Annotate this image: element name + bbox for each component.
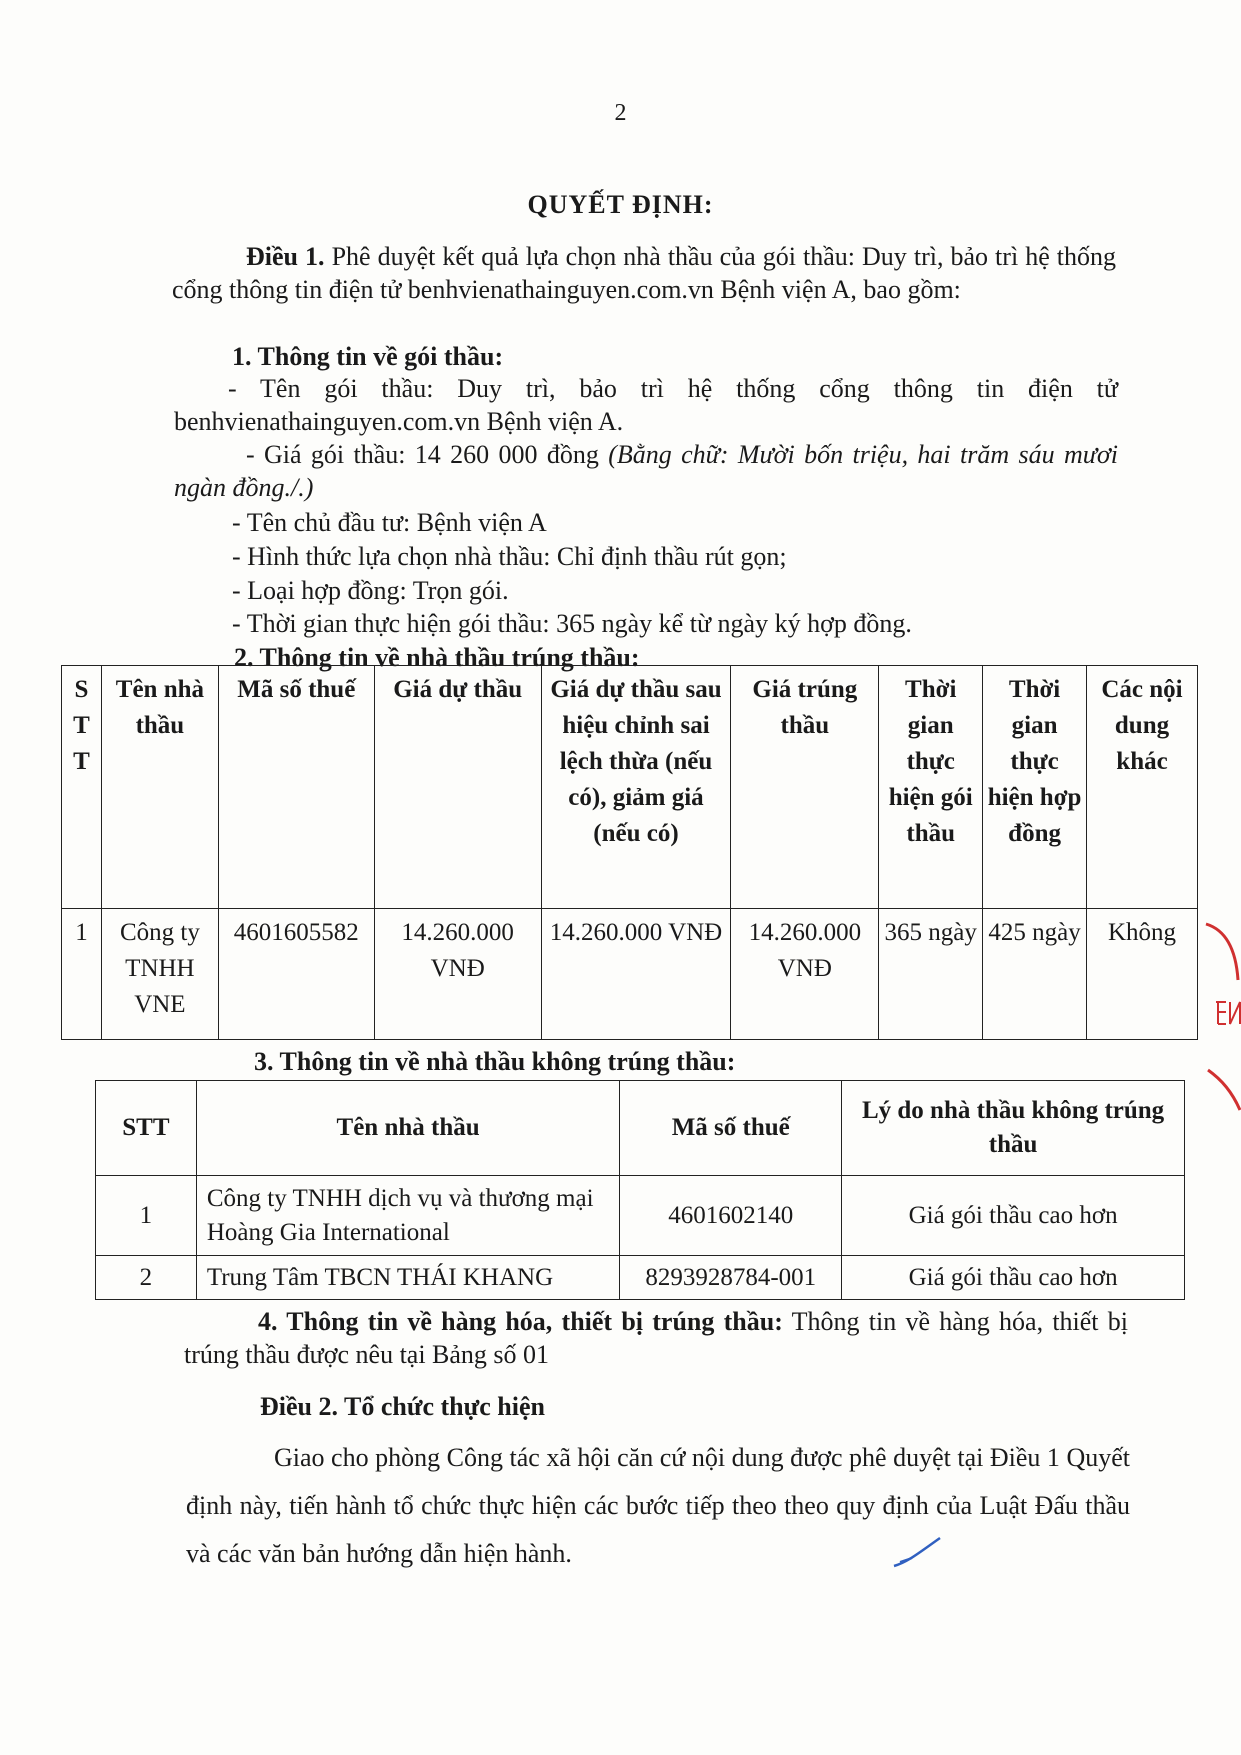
investor: - Tên chủ đầu tư: Bệnh viện A xyxy=(232,508,547,537)
signature-mark xyxy=(890,1532,946,1572)
cell-tax-code: 4601605582 xyxy=(218,909,374,1040)
header-bidder-name: Tên nhà thầu xyxy=(101,666,218,909)
cell-stt: 2 xyxy=(96,1256,197,1300)
article-1 xyxy=(172,240,1116,306)
cell-bidder-name: Trung Tâm TBCN THÁI KHANG xyxy=(196,1256,620,1300)
cell-stt: 1 xyxy=(96,1176,197,1256)
contract-type: - Loại hợp đồng: Trọn gói. xyxy=(232,576,509,605)
selection-method: - Hình thức lựa chọn nhà thầu: Chỉ định thầu rút gọn; xyxy=(232,542,787,571)
header-bid-price: Giá dự thầu xyxy=(374,666,541,909)
header-package-duration: Thời gian thực hiện gói thầu xyxy=(879,666,983,909)
cell-tax-code: 8293928784-001 xyxy=(620,1256,842,1300)
section-3-heading: 3. Thông tin về nhà thầu không trúng thầu: xyxy=(254,1047,736,1076)
cell-bidder-name: Công ty TNHH dịch vụ và thương mại Hoàng Gia International xyxy=(196,1176,620,1256)
article-1-label: Điều 1. xyxy=(246,242,325,271)
winning-header-row xyxy=(62,666,1198,909)
section-4 xyxy=(184,1305,1128,1371)
cell-bid-price: 14.260.000 VNĐ xyxy=(374,909,541,1040)
article-2-heading: Điều 2. Tổ chức thực hiện xyxy=(260,1392,545,1421)
package-price-label: - Giá gói thầu: 14 260 000 đồng xyxy=(246,440,609,469)
section-1-heading: 1. Thông tin về gói thầu: xyxy=(232,342,504,371)
cell-bidder-name: Công ty TNHH VNE xyxy=(101,909,218,1040)
header-bidder-name: Tên nhà thầu xyxy=(196,1081,620,1176)
cell-reason: Giá gói thầu cao hơn xyxy=(842,1256,1185,1300)
cell-package-duration: 365 ngày xyxy=(879,909,983,1040)
losing-bidder-table xyxy=(95,1080,1185,1300)
header-contract-duration: Thời gian thực hiện hợp đồng xyxy=(983,666,1087,909)
header-adjusted-price: Giá dự thầu sau hiệu chỉnh sai lệch thừa (nếu có), giảm giá (nếu có) xyxy=(541,666,731,909)
cell-adjusted-price: 14.260.000 VNĐ xyxy=(541,909,731,1040)
table-row xyxy=(62,909,1198,1040)
table-row xyxy=(96,1176,1185,1256)
cell-other: Không xyxy=(1087,909,1198,1040)
header-other: Các nội dung khác xyxy=(1087,666,1198,909)
package-price xyxy=(174,438,1118,504)
article-2-text: Giao cho phòng Công tác xã hội căn cứ nội dung được phê duyệt tại Điều 1 Quyết định này, tiến hành tổ chức thực hiện các bước tiếp theo theo quy định của Luật Đấu thầu và các văn bản hướng dẫn hiện hành. xyxy=(186,1443,1130,1568)
stamp-edge xyxy=(1196,920,1241,1120)
package-name: - Tên gói thầu: Duy trì, bảo trì hệ thống cổng thông tin điện tử benhvienathainguyen.com.vn Bệnh viện A. xyxy=(174,374,1118,436)
package-duration: - Thời gian thực hiện gói thầu: 365 ngày kể từ ngày ký hợp đồng. xyxy=(232,609,912,638)
cell-contract-duration: 425 ngày xyxy=(983,909,1087,1040)
header-stt: STT xyxy=(96,1081,197,1176)
cell-tax-code: 4601602140 xyxy=(620,1176,842,1256)
header-reason: Lý do nhà thầu không trúng thầu xyxy=(842,1081,1185,1176)
header-stt: S T T xyxy=(62,666,102,909)
package-price-words: (Bằng chữ: Mười bốn triệu, hai trăm sáu mươi ngàn đồng./.) xyxy=(174,440,1118,502)
losing-header-row xyxy=(96,1081,1185,1176)
section-2-heading: 2. Thông tin về nhà thầu trúng thầu: xyxy=(234,643,640,672)
header-tax-code: Mã số thuế xyxy=(620,1081,842,1176)
header-winning-price: Giá trúng thầu xyxy=(731,666,879,909)
cell-reason: Giá gói thầu cao hơn xyxy=(842,1176,1185,1256)
decision-title: QUYẾT ĐỊNH: xyxy=(527,190,714,219)
article-1-text: Phê duyệt kết quả lựa chọn nhà thầu của gói thầu: Duy trì, bảo trì hệ thống cổng thông tin điện tử benhvienathainguyen.com.vn Bệnh viện A, bao gồm: xyxy=(172,242,1117,304)
cell-stt: 1 xyxy=(62,909,102,1040)
table-row xyxy=(96,1256,1185,1300)
cell-winning-price: 14.260.000 VNĐ xyxy=(731,909,879,1040)
page-number: 2 xyxy=(614,100,627,126)
section-4-text: Thông tin về hàng hóa, thiết bị trúng thầu được nêu tại Bảng số 01 xyxy=(184,1307,1128,1369)
winning-bidder-table xyxy=(61,665,1198,1040)
header-tax-code: Mã số thuế xyxy=(218,666,374,909)
section-4-heading: 4. Thông tin về hàng hóa, thiết bị trúng thầu: xyxy=(258,1307,783,1336)
